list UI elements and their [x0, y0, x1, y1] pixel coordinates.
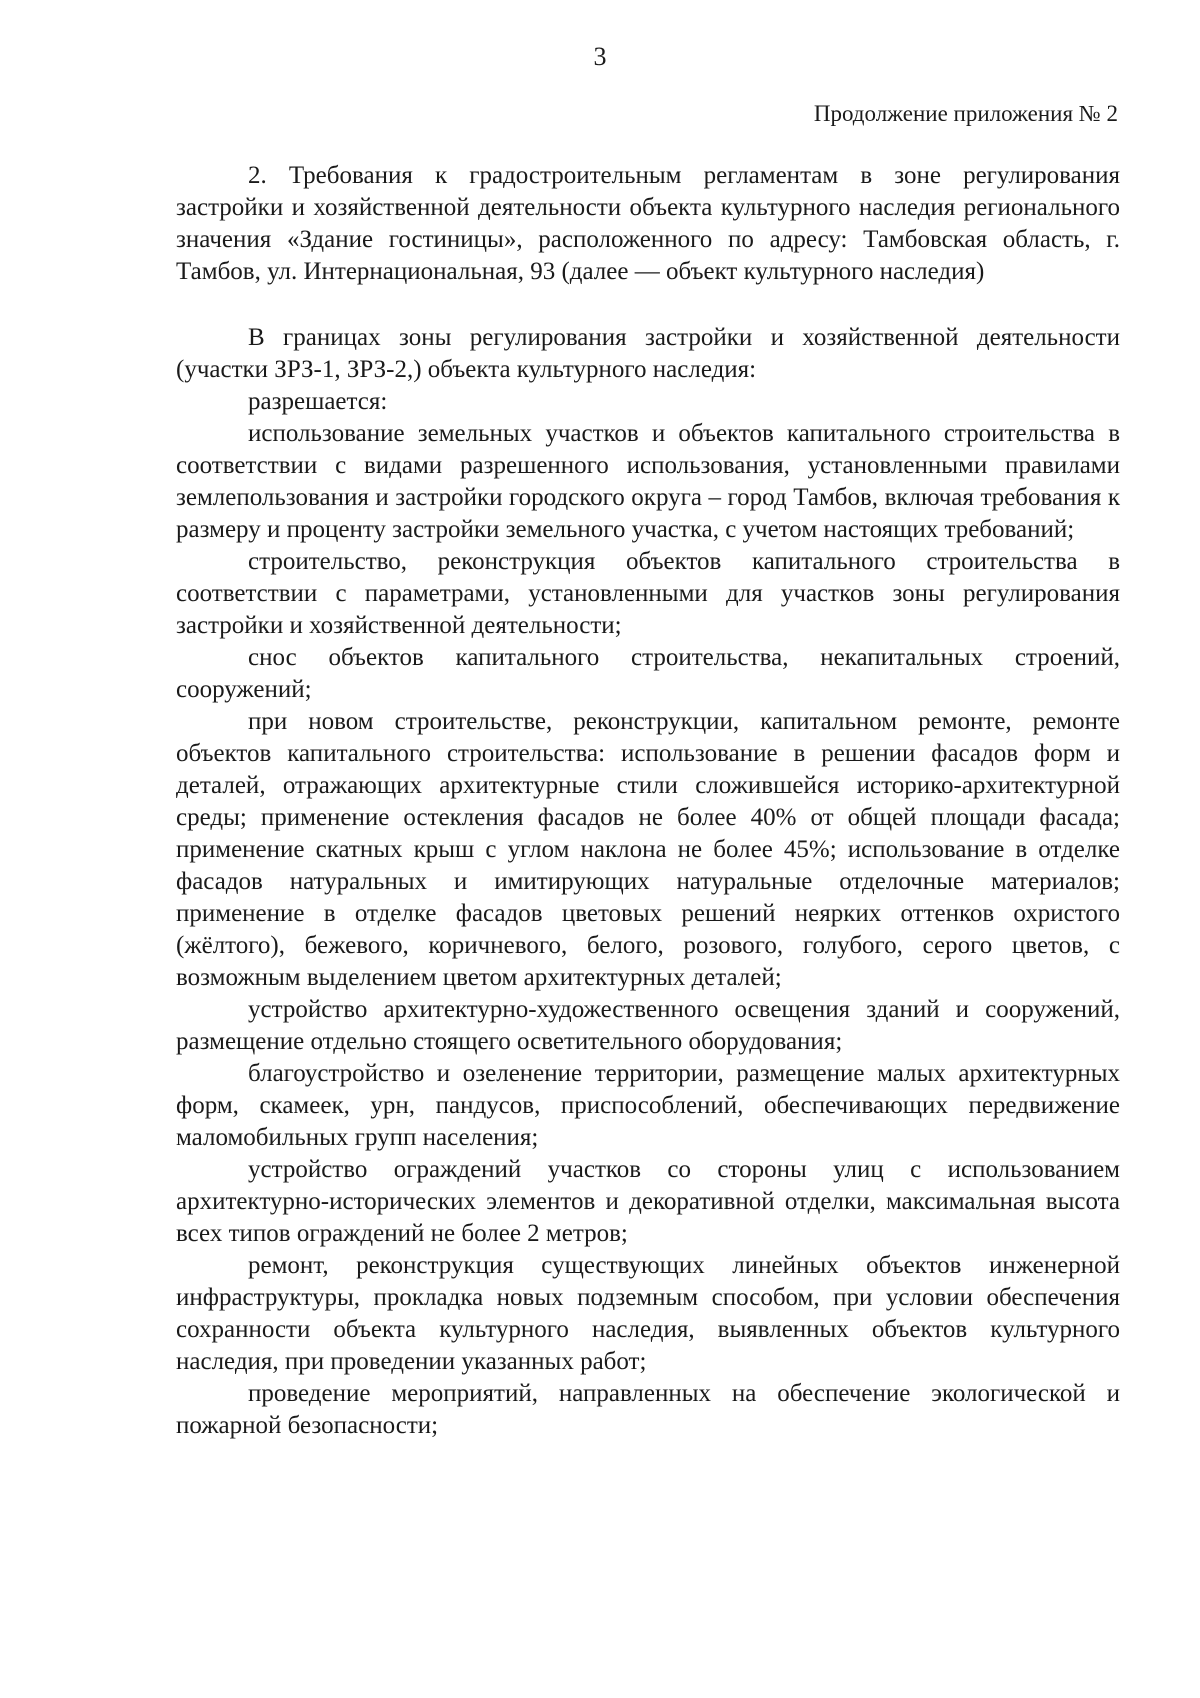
document-body	[176, 160, 1120, 1442]
paragraph: благоустройство и озеленение территории, размещение малых архитектурных форм, скамеек, урн, пандусов, приспособлений, обеспечивающих передвижение маломобильных групп населения;	[176, 1060, 1120, 1151]
paragraph: при новом строительстве, реконструкции, капитальном ремонте, ремонте объектов капитального строительства: использование в решении фасадов форм и деталей, отражающих архитектурные стили сложившейся историко-архитектурной среды; применение остекления фасадов не более 40% от общей площади фасада; применение скатных крыш с углом наклона не более 45%; использование в отделке фасадов натуральных и имитирующих натуральные отделочные материалов; применение в отделке фасадов цветовых решений неярких оттенков охристого (жёлтого), бежевого, коричневого, белого, розового, голубого, серого цветов, с возможным выделением цветом архитектурных деталей;	[176, 708, 1120, 991]
paragraph: ремонт, реконструкция существующих линейных объектов инженерной инфраструктуры, прокладка новых подземным способом, при условии обеспечения сохранности объекта культурного наследия, выявленных объектов культурного наследия, при проведении указанных работ;	[176, 1252, 1120, 1375]
appendix-continuation-note: Продолжение приложения № 2	[813, 101, 1118, 126]
paragraph: устройство ограждений участков со стороны улиц с использованием архитектурно-исторических элементов и декоративной отделки, максимальная высота всех типов ограждений не более 2 метров;	[176, 1156, 1120, 1247]
paragraph: устройство архитектурно-художественного освещения зданий и сооружений, размещение отдельно стоящего осветительного оборудования;	[176, 996, 1120, 1055]
paragraph: проведение мероприятий, направленных на обеспечение экологической и пожарной безопасности;	[176, 1380, 1120, 1439]
paragraph: В границах зоны регулирования застройки и хозяйственной деятельности (участки ЗРЗ-1, ЗРЗ-2,) объекта культурного наследия:	[176, 324, 1120, 383]
section-title: 2. Требования к градостроительным регламентам в зоне регулирования застройки и хозяйственной деятельности объекта культурного наследия регионального значения «Здание гостиницы», расположенного по адресу: Тамбовская область, г. Тамбов, ул. Интернациональная, 93 (далее — объект культурного наследия)	[176, 162, 1120, 285]
paragraph: использование земельных участков и объектов капитального строительства в соответствии с видами разрешенного использования, установленными правилами землепользования и застройки городского округа – город Тамбов, включая требования к размеру и проценту застройки земельного участка, с учетом настоящих требований;	[176, 420, 1120, 543]
paragraph: снос объектов капитального строительства, некапитальных строений, сооружений;	[176, 644, 1120, 703]
paragraph: строительство, реконструкция объектов капитального строительства в соответствии с параметрами, установленными для участков зоны регулирования застройки и хозяйственной деятельности;	[176, 548, 1120, 639]
paragraph: разрешается:	[248, 388, 388, 415]
page-number: 3	[593, 42, 607, 71]
